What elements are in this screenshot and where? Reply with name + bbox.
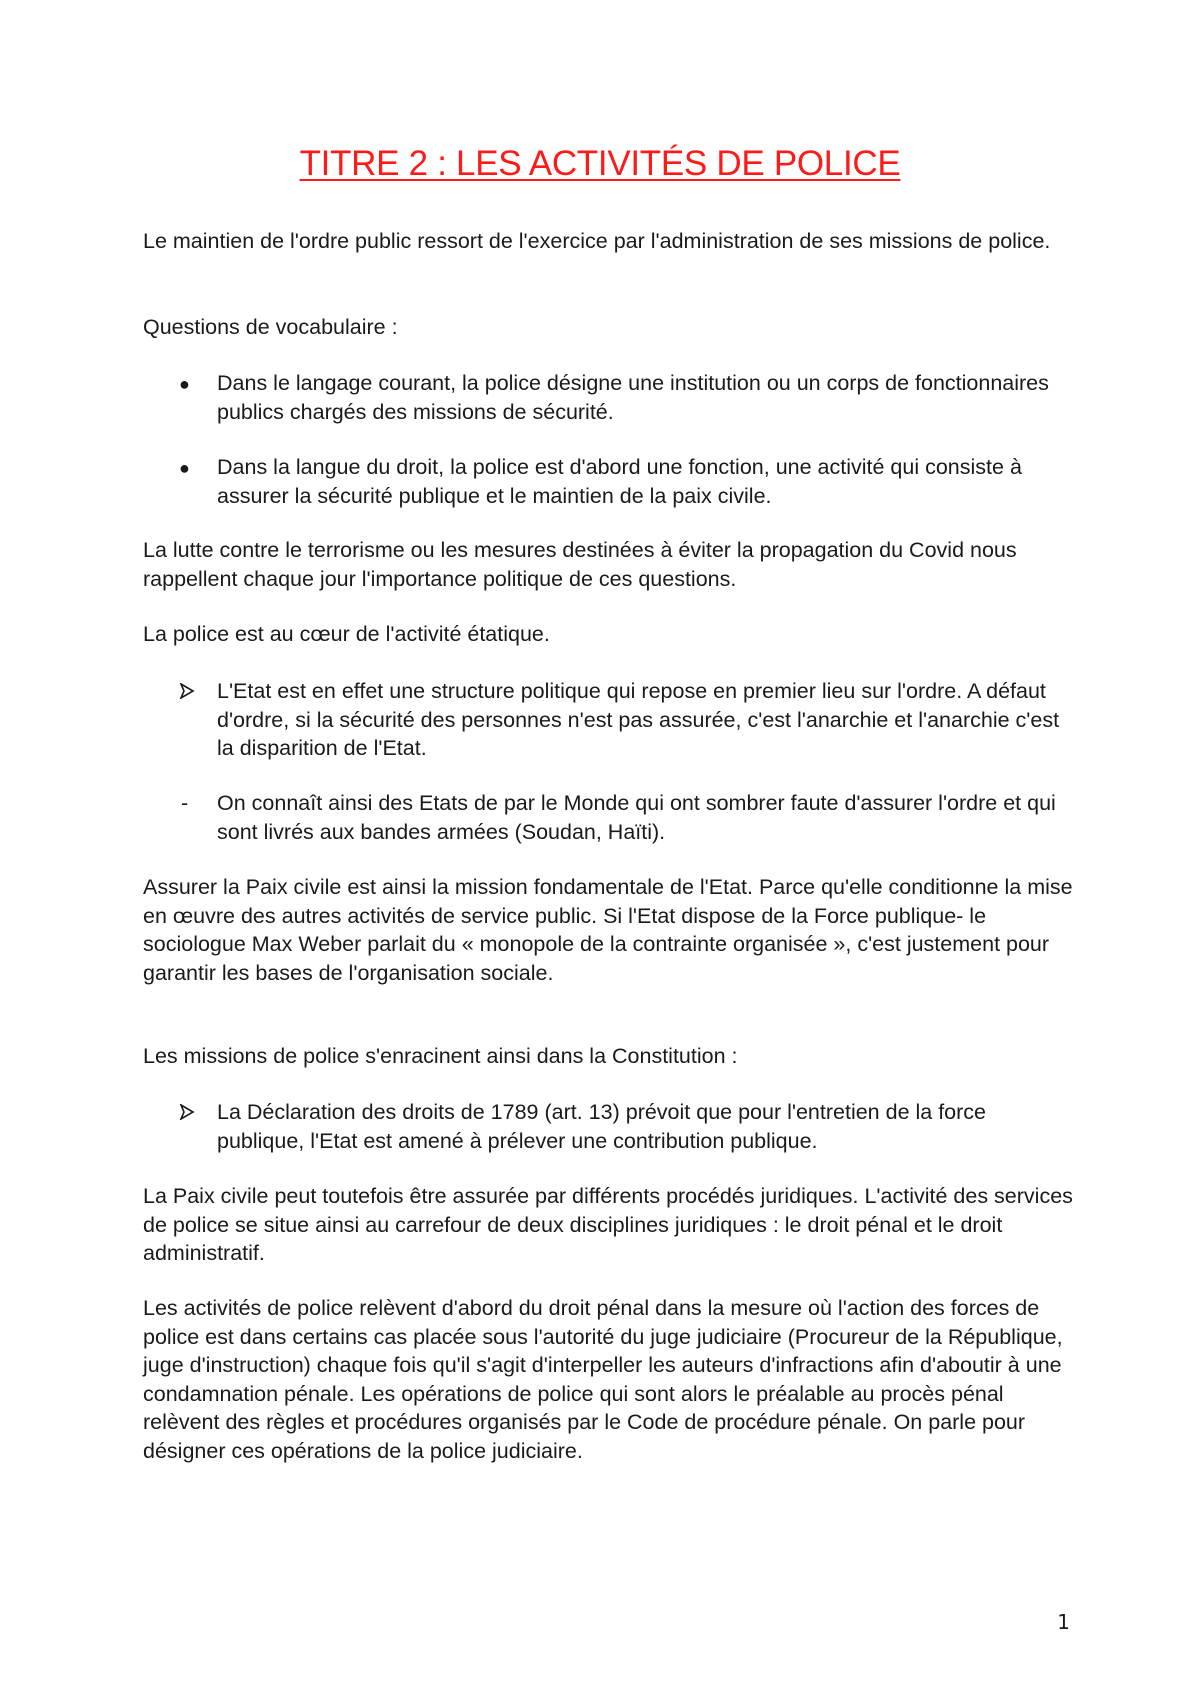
bullet-item-text: Dans le langage courant, la police désigne une institution ou un corps de fonctionnaires publics chargés des missions de sécurité. — [217, 371, 1049, 424]
dash-bullet: - — [181, 791, 189, 815]
arrowhead-bullet-icon — [179, 677, 203, 699]
paragraph-vocabulary-heading: Questions de vocabulaire : — [143, 315, 398, 339]
page-number: 1 — [1057, 1610, 1070, 1634]
paragraph-intro: Le maintien de l'ordre public ressort de l'exercice par l'administration de ses missions de police. — [143, 229, 1051, 253]
paragraph-criminal-law: Les activités de police relèvent d'abord du droit pénal dans la mesure où l'action des forces de police est dans certains cas placée sous l'autorité du juge judiciaire (Procureur de la République, juge d'instruction) chaque fois qu'il s'agit d'interpeller les auteurs d'infractions afin d'aboutir à une condamnation pénale. Les opérations de police qui sont alors le préalable au procès pénal relèvent des règles et procédures organisés par le Code de procédure pénale. On parle pour désigner ces opérations de la police judiciaire. — [143, 1296, 1063, 1463]
paragraph-constitution: Les missions de police s'enracinent ainsi dans la Constitution : — [143, 1044, 738, 1068]
dash-item-text: On connaît ainsi des Etats de par le Monde qui ont sombrer faute d'assurer l'ordre et qui sont livrés aux bandes armées (Soudan, Haïti). — [217, 791, 1056, 844]
paragraph-legal-disciplines: La Paix civile peut toutefois être assurée par différents procédés juridiques. L'activité des services de police se situe ainsi au carrefour de deux disciplines juridiques : le droit pénal et le droit administratif. — [143, 1184, 1073, 1265]
bullet-icon: ● — [179, 374, 190, 394]
arrow-item-text: La Déclaration des droits de 1789 (art. 13) prévoit que pour l'entretien de la force publique, l'Etat est amené à prélever une contribution publique. — [217, 1100, 987, 1153]
bullet-item-common-language — [143, 369, 1073, 426]
paragraph-police-heart-of-state: La police est au cœur de l'activité étatique. — [143, 622, 550, 646]
arrow-item-declaration-1789 — [143, 1098, 1073, 1155]
paragraph-civil-peace: Assurer la Paix civile est ainsi la mission fondamentale de l'Etat. Parce qu'elle conditionne la mise en œuvre des autres activités de service public. Si l'Etat dispose de la Force publique- le sociologue Max Weber parlait du « monopole de la contrainte organisée », c'est justement pour garantir les bases de l'organisation sociale. — [143, 875, 1073, 985]
arrowhead-bullet-icon — [179, 1098, 203, 1120]
paragraph-terrorism-covid: La lutte contre le terrorisme ou les mesures destinées à éviter la propagation du Covid nous rappellent chaque jour l'importance politique de ces questions. — [143, 538, 1017, 591]
arrow-item-text: L'Etat est en effet une structure politique qui repose en premier lieu sur l'ordre. A défaut d'ordre, si la sécurité des personnes n'est pas assurée, c'est l'anarchie et l'anarchie c'est la disparition de l'Etat. — [217, 679, 1060, 760]
bullet-icon: ● — [179, 458, 190, 478]
document-title: TITRE 2 : LES ACTIVITÉS DE POLICE — [299, 144, 901, 183]
dash-item-failed-states — [143, 789, 1073, 846]
bullet-item-legal-language — [143, 453, 1073, 510]
bullet-item-text: Dans la langue du droit, la police est d'abord une fonction, une activité qui consiste à assurer la sécurité publique et le maintien de la paix civile. — [217, 455, 1022, 508]
arrow-item-state-order — [143, 677, 1073, 763]
